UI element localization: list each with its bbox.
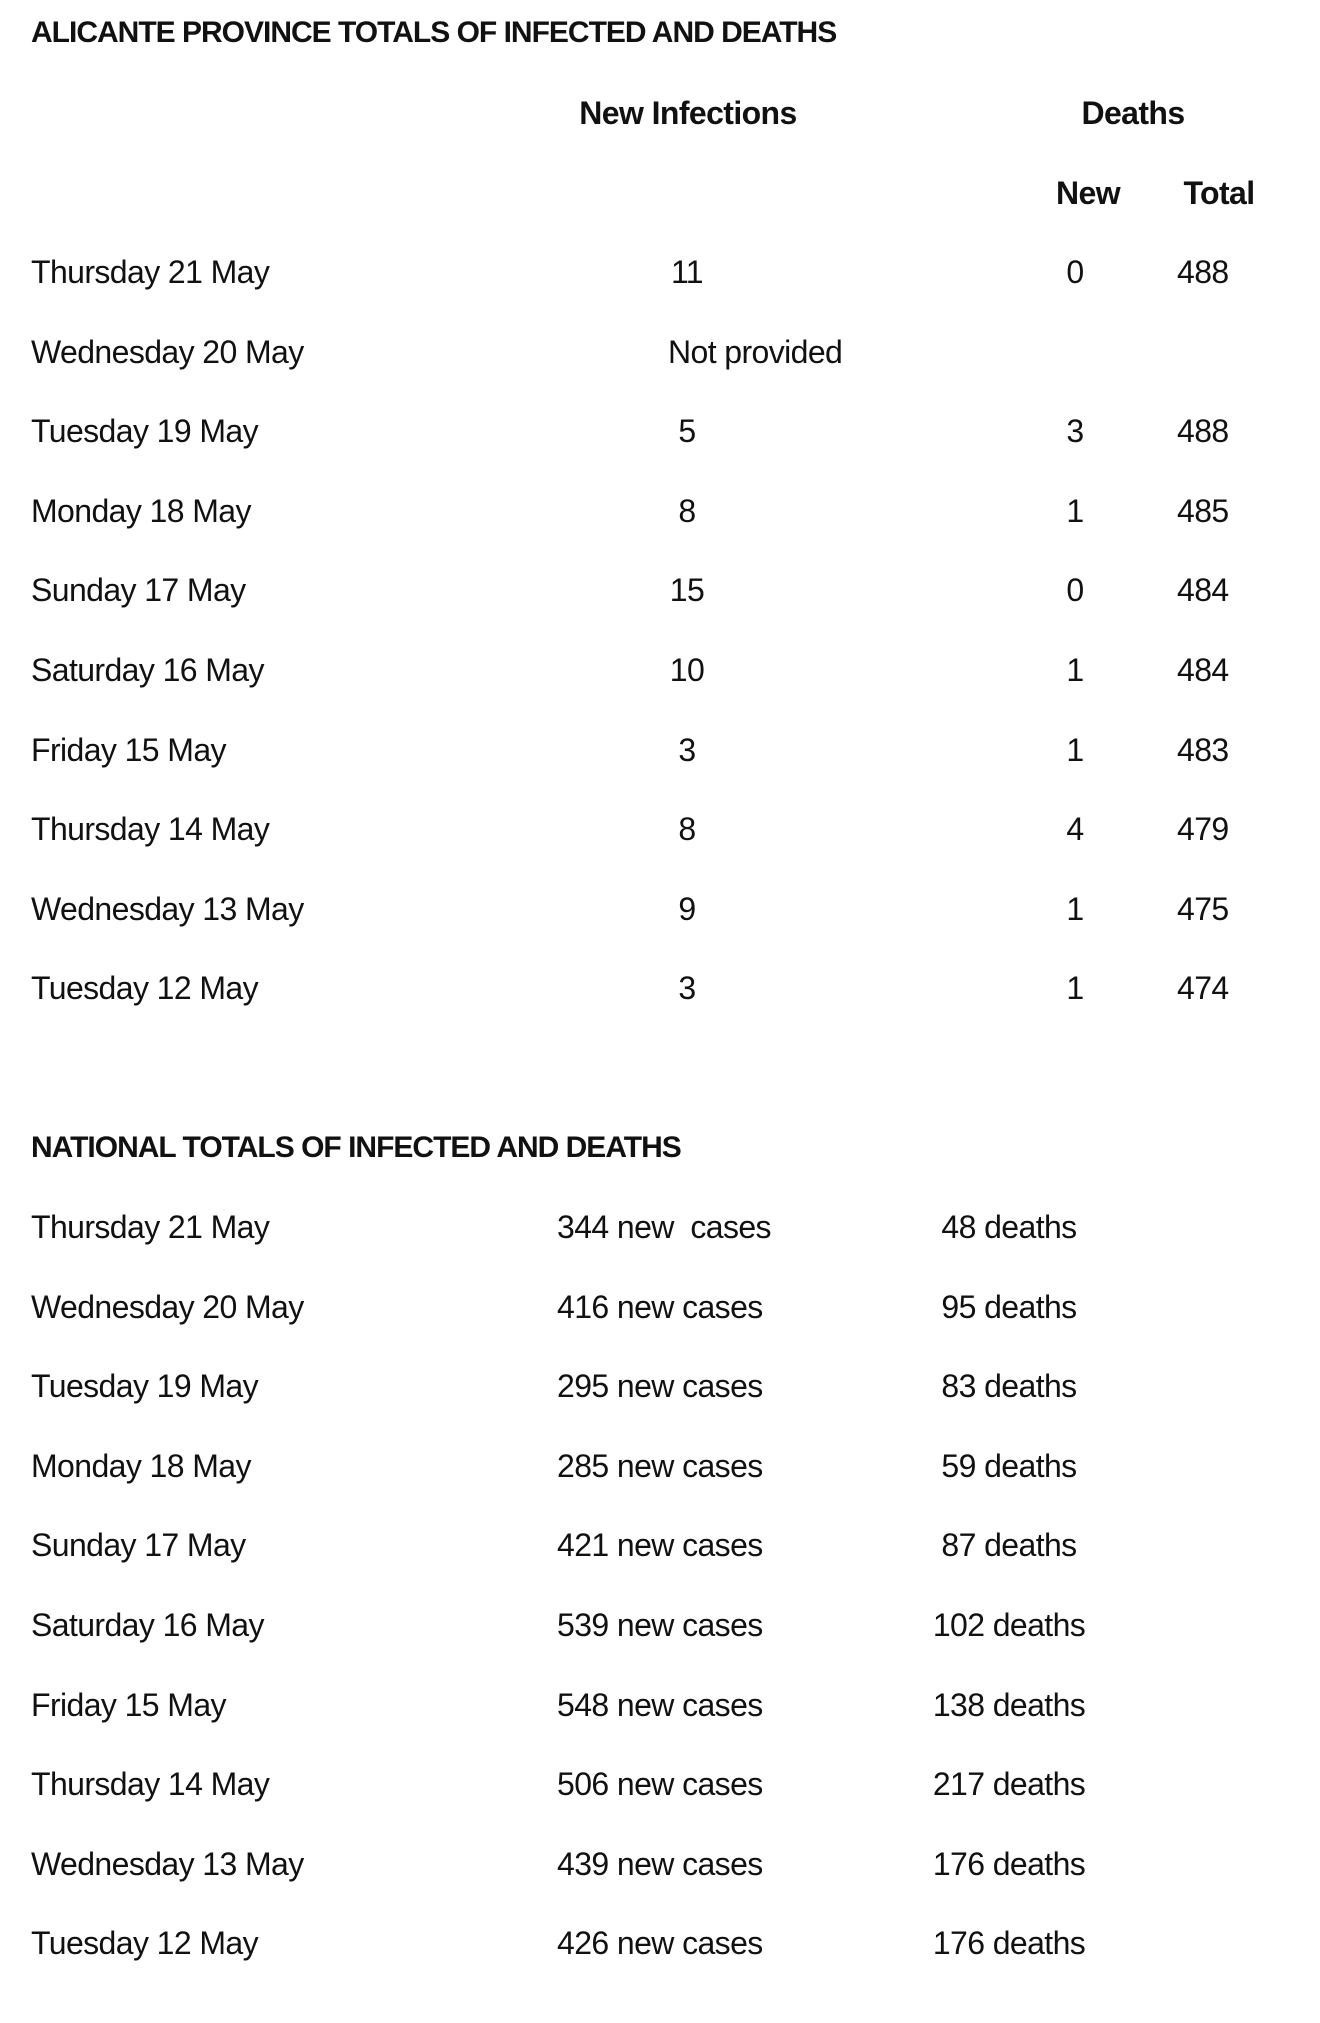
- cases-cell: 344 new cases: [557, 1209, 771, 1245]
- cases-cell: 439 new cases: [557, 1845, 763, 1882]
- cases-cell: 426 new cases: [557, 1925, 763, 1962]
- total-deaths-cell: 484: [1177, 652, 1229, 688]
- infections-cell: 10: [669, 652, 705, 688]
- date-cell: Tuesday 12 May: [31, 970, 258, 1007]
- new-deaths-cell: 1: [1066, 652, 1084, 688]
- total-deaths-cell: 474: [1177, 970, 1229, 1007]
- deaths-cell: 176 deaths: [932, 1925, 1086, 1962]
- total-deaths-cell: 484: [1177, 572, 1229, 609]
- infections-cell: 15: [669, 572, 705, 609]
- date-cell: Saturday 16 May: [31, 652, 264, 688]
- deaths-cell: 138 deaths: [932, 1686, 1086, 1723]
- header-deaths-new: New: [1056, 175, 1120, 211]
- deaths-cell: 48 deaths: [941, 1209, 1077, 1245]
- header-deaths: Deaths: [1081, 95, 1185, 131]
- date-cell: Friday 15 May: [31, 731, 226, 768]
- deaths-cell: 83 deaths: [941, 1368, 1077, 1405]
- date-cell: Tuesday 19 May: [31, 413, 258, 450]
- new-deaths-cell: 1: [1066, 890, 1084, 927]
- total-deaths-cell: 485: [1177, 492, 1229, 529]
- deaths-cell: 217 deaths: [932, 1766, 1086, 1803]
- date-cell: Saturday 16 May: [31, 1607, 264, 1643]
- date-cell: Friday 15 May: [31, 1686, 226, 1723]
- date-cell: Thursday 21 May: [31, 254, 270, 290]
- deaths-cell: 87 deaths: [941, 1527, 1077, 1564]
- new-deaths-cell: 1: [1066, 970, 1084, 1007]
- cases-cell: 285 new cases: [557, 1447, 763, 1484]
- cases-cell: 295 new cases: [557, 1368, 763, 1405]
- deaths-cell: 95 deaths: [941, 1288, 1077, 1325]
- date-cell: Wednesday 20 May: [31, 1288, 304, 1325]
- date-cell: Wednesday 13 May: [31, 890, 304, 927]
- infections-cell: 11: [670, 254, 704, 290]
- infections-cell: 8: [678, 492, 696, 529]
- cases-cell: 539 new cases: [557, 1607, 763, 1643]
- date-cell: Tuesday 19 May: [31, 1368, 258, 1405]
- total-deaths-cell: 479: [1177, 811, 1229, 848]
- deaths-cell: 59 deaths: [941, 1447, 1077, 1484]
- date-cell: Sunday 17 May: [31, 1527, 246, 1564]
- infections-cell: 9: [678, 890, 696, 927]
- date-cell: Wednesday 20 May: [31, 333, 304, 370]
- infections-cell: 8: [678, 811, 696, 848]
- total-deaths-cell: 488: [1177, 254, 1229, 290]
- date-cell: Thursday 14 May: [31, 1766, 270, 1803]
- date-cell: Monday 18 May: [31, 492, 251, 529]
- date-cell: Tuesday 12 May: [31, 1925, 258, 1962]
- new-deaths-cell: 4: [1066, 811, 1084, 848]
- deaths-cell: 102 deaths: [932, 1607, 1086, 1643]
- cases-cell: 548 new cases: [557, 1686, 763, 1723]
- date-cell: Monday 18 May: [31, 1447, 251, 1484]
- total-deaths-cell: 483: [1177, 731, 1229, 768]
- total-deaths-cell: 475: [1177, 890, 1229, 927]
- date-cell: Thursday 14 May: [31, 811, 270, 848]
- new-deaths-cell: 0: [1066, 572, 1084, 609]
- header-deaths-total: Total: [1183, 175, 1255, 211]
- cases-cell: 506 new cases: [557, 1766, 763, 1803]
- infections-cell: 3: [678, 970, 696, 1007]
- total-deaths-cell: 488: [1177, 413, 1229, 450]
- header-new-infections: New Infections: [579, 95, 797, 131]
- national-title: NATIONAL TOTALS OF INFECTED AND DEATHS: [31, 1131, 681, 1164]
- date-cell: Sunday 17 May: [31, 572, 246, 609]
- new-deaths-cell: 1: [1066, 731, 1084, 768]
- new-deaths-cell: 1: [1066, 492, 1084, 529]
- deaths-cell: 176 deaths: [932, 1845, 1086, 1882]
- date-cell: Wednesday 13 May: [31, 1845, 304, 1882]
- alicante-title: ALICANTE PROVINCE TOTALS OF INFECTED AND DEATHS: [31, 16, 837, 49]
- cases-cell: 421 new cases: [557, 1527, 763, 1564]
- new-deaths-cell: 3: [1066, 413, 1084, 450]
- new-deaths-cell: 0: [1066, 254, 1084, 290]
- date-cell: Thursday 21 May: [31, 1209, 270, 1245]
- infections-cell: 3: [678, 731, 696, 768]
- infections-cell: 5: [678, 413, 696, 450]
- infections-cell: Not provided: [668, 333, 843, 370]
- cases-cell: 416 new cases: [557, 1288, 763, 1325]
